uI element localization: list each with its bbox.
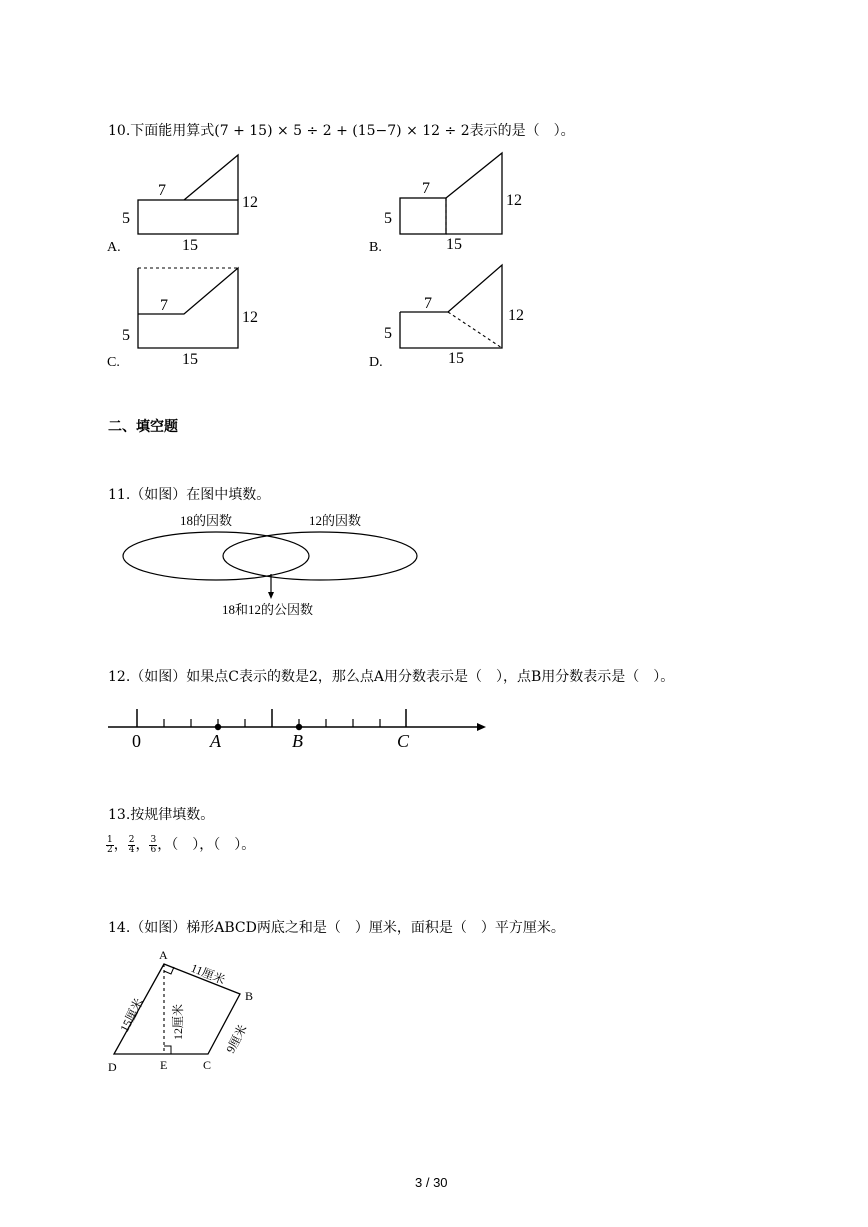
venn-common-label: 18和12的公因数 xyxy=(222,602,314,617)
label-c: C xyxy=(397,731,410,751)
venn-left-ellipse xyxy=(123,532,309,580)
figure-a-bottom: 15 xyxy=(182,237,198,254)
figure-d-right: 12 xyxy=(508,307,524,324)
figure-a-top: 7 xyxy=(158,182,166,199)
label-a: A xyxy=(210,731,221,751)
section-title: 二、填空题 xyxy=(108,419,178,435)
figure-c-top: 7 xyxy=(160,297,168,314)
figure-c-left: 5 xyxy=(122,327,130,344)
venn-diagram xyxy=(120,508,430,623)
q12-text: 12.（如图）如果点C表示的数是2，那么点A用分数表示是（ ），点B用分数表示是（ ）。 xyxy=(108,669,675,685)
number-line-arrow xyxy=(477,723,486,731)
point-b-dot xyxy=(296,724,302,730)
fraction-1: $\frac{1}{2}$ xyxy=(107,834,113,855)
figure-b-trapezoid xyxy=(446,153,502,234)
figure-a-rect xyxy=(138,200,238,234)
q13-sequence: $\frac{1}{2}$ ， $\frac{2}{4}$ ， $\frac{3}{6}$ ，（ ），（ ）。 xyxy=(107,834,256,855)
length-ae: 12厘米 xyxy=(171,1003,185,1040)
length-ab: 11厘米 xyxy=(188,960,228,988)
figure-c-bottom: 15 xyxy=(182,351,198,368)
q13-tail: ，（ ），（ ）。 xyxy=(157,837,256,853)
figure-b-left: 5 xyxy=(384,210,392,227)
venn-right-ellipse xyxy=(223,532,417,580)
point-e: E xyxy=(160,1058,168,1072)
label-b: B xyxy=(292,731,303,751)
figure-a-left: 5 xyxy=(122,210,130,227)
q13-text: 13.按规律填数。 xyxy=(108,807,215,823)
figure-b-right: 12 xyxy=(506,192,522,209)
venn-arrow-head xyxy=(268,592,274,599)
option-c-label: C. xyxy=(107,355,120,370)
q14-text: 14.（如图）梯形ABCD两底之和是（ ）厘米，面积是（ ）平方厘米。 xyxy=(108,920,565,936)
figure-c xyxy=(100,260,280,380)
venn-left-label: 18的因数 xyxy=(180,513,233,528)
figure-a-right: 12 xyxy=(242,194,258,211)
figure-d-outline xyxy=(400,265,502,348)
figure-d-left: 5 xyxy=(384,325,392,342)
figure-b xyxy=(362,145,542,265)
point-b: B xyxy=(245,989,254,1003)
point-a: A xyxy=(159,948,168,962)
fraction-2: $\frac{2}{4}$ xyxy=(128,834,135,855)
number-line-ticks xyxy=(137,709,406,727)
figure-d-dashed-line xyxy=(448,312,502,348)
figure-a-triangle xyxy=(184,155,238,200)
option-d-label: D. xyxy=(369,355,383,370)
figure-b-top: 7 xyxy=(422,180,430,197)
figure-d-bottom: 15 xyxy=(448,350,464,367)
trapezoid-figure xyxy=(100,948,280,1078)
figure-d-top: 7 xyxy=(424,295,432,312)
label-zero: 0 xyxy=(132,731,141,751)
q11-text: 11.（如图）在图中填数。 xyxy=(108,487,271,503)
q10-text: 10.下面能用算式(7 + 15) × 5 ÷ 2 + (15−7) × 12 ÷ 2表示的是（ ）。 xyxy=(108,123,575,139)
length-ad: 15厘米 xyxy=(117,995,147,1035)
figure-d xyxy=(362,260,542,380)
point-a-dot xyxy=(215,724,221,730)
point-c: C xyxy=(203,1058,212,1072)
figure-b-rect xyxy=(400,198,446,234)
figure-b-bottom: 15 xyxy=(446,236,462,253)
venn-right-label: 12的因数 xyxy=(309,513,362,528)
figure-c-right: 12 xyxy=(242,309,258,326)
page-number: 3 / 30 xyxy=(415,1175,448,1190)
option-b-label: B. xyxy=(369,240,382,255)
option-a-label: A. xyxy=(107,240,121,255)
point-d: D xyxy=(108,1060,117,1074)
figure-c-outline xyxy=(138,268,238,348)
number-line xyxy=(105,700,495,755)
figure-a xyxy=(100,145,280,265)
fraction-3: $\frac{3}{6}$ xyxy=(150,834,157,855)
right-angle-e-icon xyxy=(164,1046,171,1054)
length-bc: 9厘米 xyxy=(223,1022,250,1056)
